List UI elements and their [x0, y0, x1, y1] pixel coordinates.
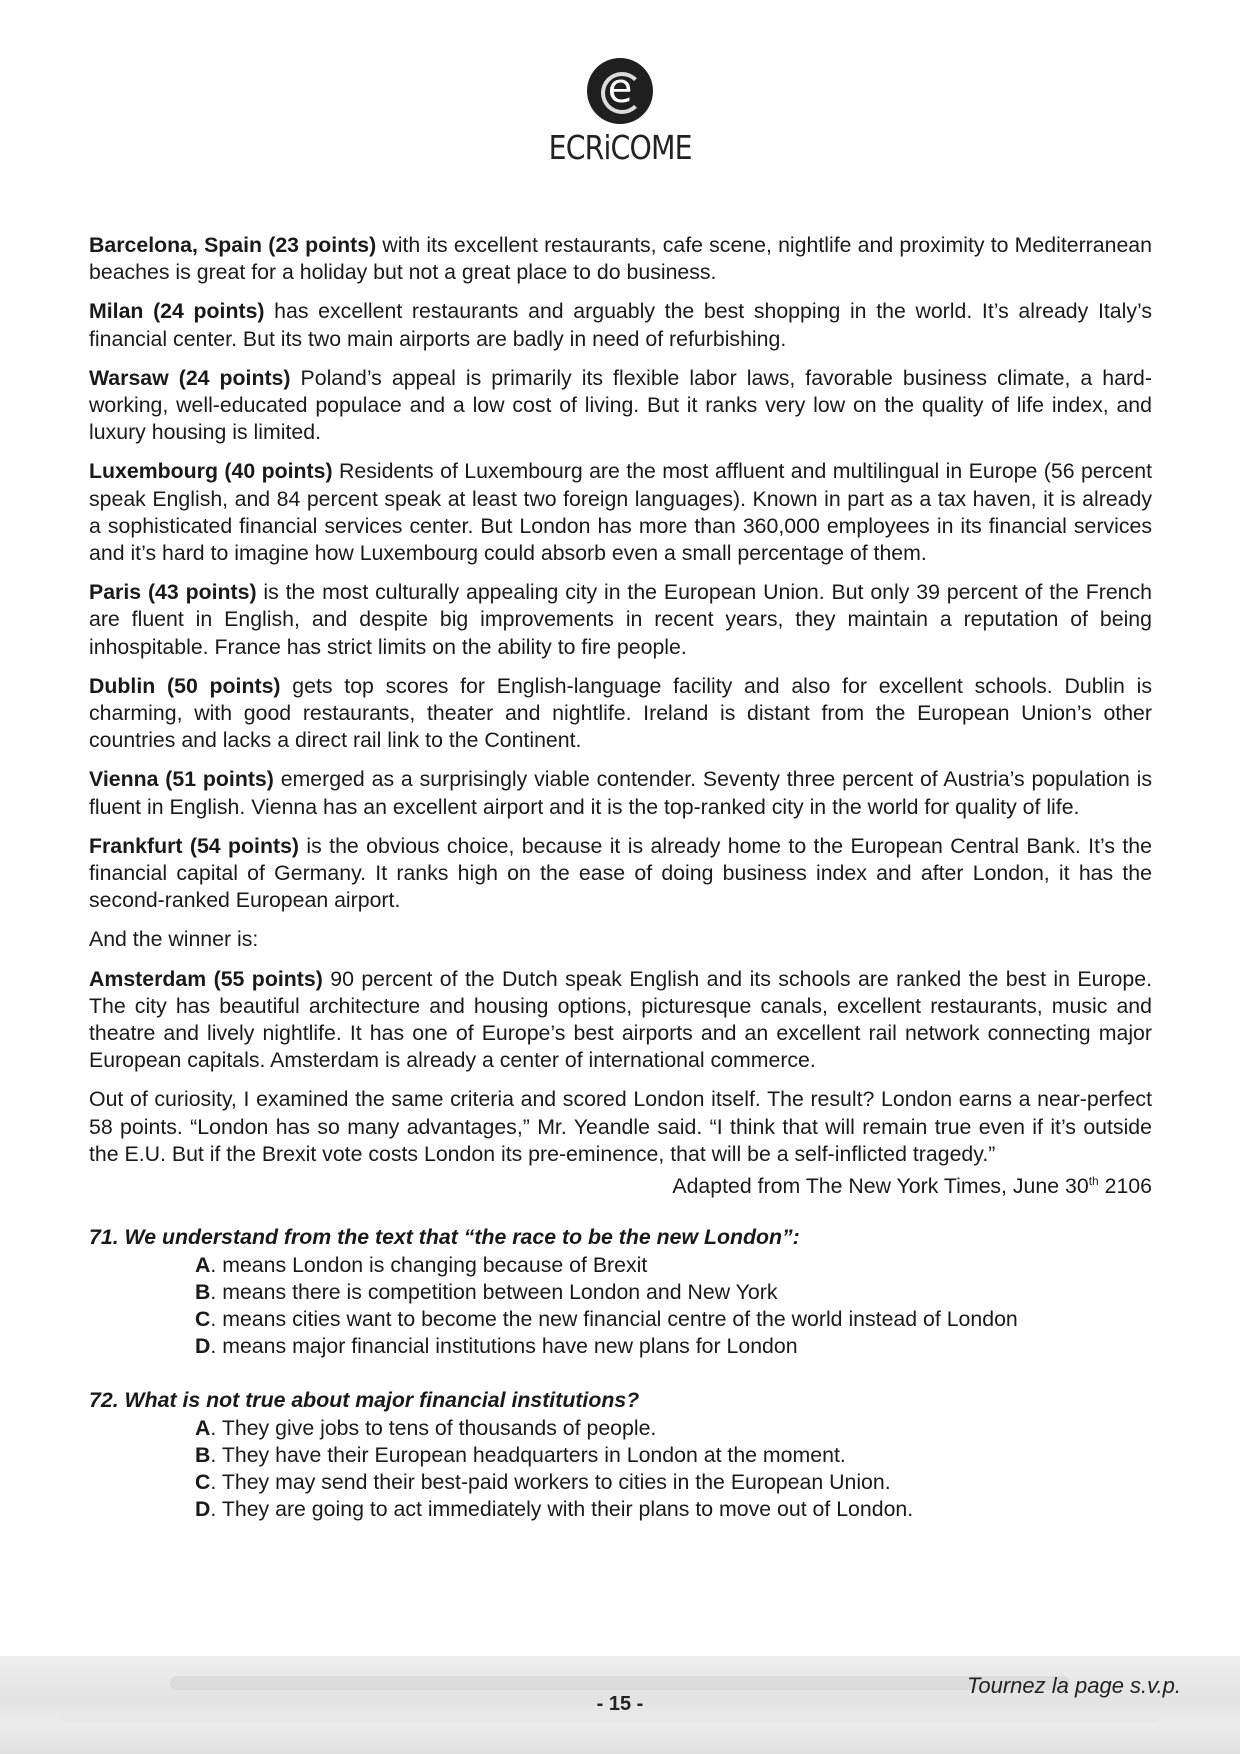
paragraph-lead: Amsterdam (55 points): [89, 966, 323, 991]
option-letter: C: [195, 1307, 211, 1331]
paragraph-lead: Warsaw (24 points): [89, 365, 291, 390]
logo-glyph: e: [607, 66, 633, 112]
paragraph-lead: Dublin (50 points): [89, 673, 281, 698]
paragraph-milan: [89, 298, 1152, 352]
paragraph-london: [89, 1086, 1152, 1168]
paragraph-barcelona: [89, 232, 1152, 286]
option-text: . means there is competition between London and New York: [210, 1279, 778, 1304]
paragraph-frankfurt: [89, 833, 1152, 915]
paragraph-winner-intro: [89, 926, 1152, 953]
option-text: . means cities want to become the new financial centre of the world instead of London: [210, 1307, 1018, 1331]
paragraph-lead: Luxembourg (40 points): [89, 459, 333, 484]
source-superscript: th: [1088, 1174, 1099, 1189]
option-text: . They have their European headquarters in London at the moment.: [210, 1442, 846, 1467]
logo-wordmark: ECRiCOME: [548, 128, 692, 167]
question-title: 71. We understand from the text that “the race to be the new London”:: [89, 1225, 800, 1250]
paragraph-lead: Vienna (51 points): [89, 767, 274, 792]
option-a: [195, 1252, 1152, 1279]
option-letter: B: [195, 1279, 211, 1304]
option-letter: D: [195, 1334, 211, 1359]
option-letter: A: [195, 1252, 211, 1277]
paragraph-lead: Paris (43 points): [89, 580, 257, 605]
answer-options: [89, 1415, 1152, 1524]
option-a: [195, 1415, 1152, 1442]
option-c: [195, 1469, 1152, 1496]
paragraph-vienna: [89, 766, 1152, 820]
option-letter: A: [195, 1415, 211, 1440]
paragraph-text: Out of curiosity, I examined the same criteria and scored London itself. The result? London earns a near-perfect 58 points. “London has so many advantages,” Mr. Yeandle said. “I think that will remain true even if it’s outside the E.U. But if the Brexit vote costs London its pre-eminence, that will be a self-inflicted tragedy.”: [89, 1087, 1152, 1166]
paragraph-text: 90 percent of the Dutch speak English and its schools are ranked the best in Europe. The city has beautiful architecture and housing options, picturesque canals, excellent restaurants, music and theatre and lively nightlife. It has one of Europe’s best airports and an excellent rail network connecting major European capitals. Amsterdam is already a center of international commerce.: [89, 966, 1153, 1073]
document-body: [89, 232, 1152, 1523]
page-number: - 15 -: [596, 1693, 644, 1715]
paragraph-lead: Milan (24 points): [89, 299, 265, 324]
option-letter: D: [195, 1497, 211, 1522]
paragraph-text: is the obvious choice, because it is already home to the European Central Bank. It’s the financial capital of Germany. It ranks high on the ease of doing business index and after London, it has the second-ranked European airport.: [89, 833, 1152, 913]
option-text: . means major financial institutions have new plans for London: [210, 1334, 798, 1359]
paragraph-amsterdam: [89, 966, 1152, 1075]
question-title: 72. What is not true about major financial institutions?: [89, 1388, 640, 1413]
paragraph-dublin: [89, 673, 1152, 755]
option-b: [195, 1442, 1152, 1469]
question-71: [89, 1224, 1152, 1360]
option-text: . They may send their best-paid workers to cities in the European Union.: [210, 1470, 891, 1495]
paragraph-text: And the winner is:: [89, 927, 259, 952]
paragraph-text: Residents of Luxembourg are the most affluent and multilingual in Europe (56 percent speak English, and 84 percent speak at least two foreign languages). Known in part as a tax haven, it is already a sophisticated financial services center. But London has more than 360,000 employees in its financial services and it’s hard to imagine how Luxembourg could absorb even a small percentage of them.: [89, 459, 1152, 566]
option-d: [195, 1496, 1152, 1523]
ecricome-logo: [0, 58, 1240, 167]
option-text: . They are going to act immediately with their plans to move out of London.: [210, 1497, 914, 1522]
option-d: [195, 1333, 1152, 1360]
paragraph-text: with its excellent restaurants, cafe scene, nightlife and proximity to Mediterranean beaches is great for a holiday but not a great place to do business.: [89, 233, 1152, 285]
paragraph-warsaw: [89, 365, 1152, 447]
paragraph-text: gets top scores for English-language facility and also for excellent schools. Dublin is charming, with good restaurants, theater and nightlife. Ireland is distant from the European Union’s other countries and lacks a direct rail link to the Continent.: [89, 673, 1152, 753]
paragraph-luxembourg: [89, 458, 1152, 567]
question-72: [89, 1387, 1152, 1523]
paragraph-text: Poland’s appeal is primarily its flexible labor laws, favorable business climate, a hard-working, well-educated populace and a low cost of living. But it ranks very low on the quality of life index, and luxury housing is limited.: [89, 365, 1152, 445]
paragraph-text: is the most culturally appealing city in the European Union. But only 39 percent of the French are fluent in English, and despite big improvements in recent years, they maintain a reputation of being inhospitable. France has strict limits on the ability to fire people.: [89, 580, 1153, 659]
source-suffix: 2106: [1098, 1174, 1152, 1199]
paragraph-paris: [89, 579, 1152, 661]
page-footer: [0, 1656, 1240, 1754]
paragraph-lead: Barcelona, Spain (23 points): [89, 233, 377, 257]
logo-emblem: [587, 58, 653, 124]
footer-decoration: [170, 1676, 1070, 1690]
paragraph-lead: Frankfurt (54 points): [89, 833, 299, 858]
paragraph-text: emerged as a surprisingly viable contender. Seventy three percent of Austria’s population is fluent in English. Vienna has an excellent airport and it is the top-ranked city in the world for quality of life.: [89, 767, 1153, 819]
option-letter: C: [195, 1470, 211, 1495]
option-b: [195, 1279, 1152, 1306]
next-page-note: Tournez la page s.v.p.: [966, 1673, 1181, 1698]
paragraph-text: has excellent restaurants and arguably the best shopping in the world. It’s already Italy’s financial center. But its two main airports are badly in need of refurbishing.: [89, 299, 1152, 351]
option-letter: B: [195, 1442, 211, 1467]
source-citation: [89, 1168, 1152, 1200]
answer-options: [89, 1252, 1152, 1361]
option-text: . means London is changing because of Brexit: [210, 1252, 648, 1277]
option-c: [195, 1306, 1152, 1333]
option-text: . They give jobs to tens of thousands of people.: [210, 1415, 657, 1440]
source-prefix: Adapted from The New York Times, June 30: [672, 1174, 1089, 1199]
